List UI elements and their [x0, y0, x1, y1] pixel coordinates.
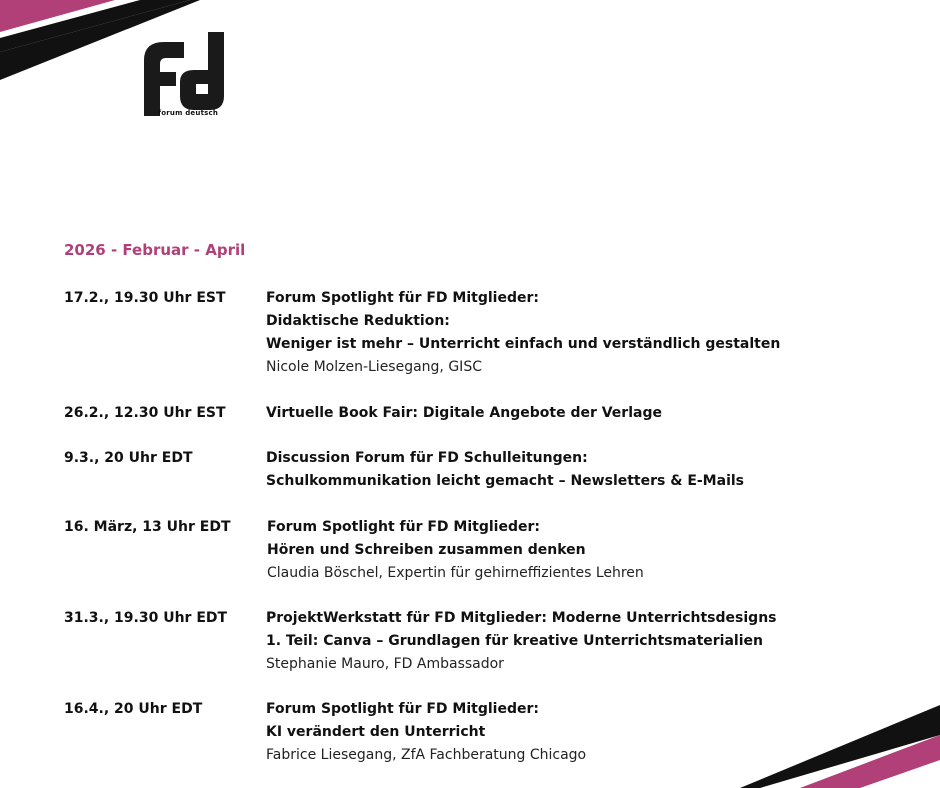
logo-text: forum deutsch — [158, 109, 219, 117]
event-title-line: Forum Spotlight für FD Mitglieder: — [267, 519, 540, 535]
event-title-line: Forum Spotlight für FD Mitglieder: — [266, 701, 539, 717]
event-details — [266, 402, 662, 425]
schedule-heading: 2026 - Februar - April — [64, 241, 246, 259]
event-details — [266, 447, 744, 493]
event-title-line: 1. Teil: Canva – Grundlagen für kreative Unterrichtsmaterialien — [266, 633, 763, 649]
event-speaker: Nicole Molzen-Liesegang, GISC — [266, 359, 482, 375]
event-details — [266, 287, 780, 379]
event-speaker: Claudia Böschel, Expertin für gehirneffizientes Lehren — [267, 565, 644, 581]
event-speaker: Stephanie Mauro, FD Ambassador — [266, 656, 504, 672]
event-title-line: Forum Spotlight für FD Mitglieder: — [266, 290, 539, 306]
event-details — [266, 607, 777, 676]
event-details — [267, 516, 644, 585]
event-date: 31.3., 19.30 Uhr EDT — [64, 610, 228, 626]
event-date: 16.4., 20 Uhr EDT — [64, 701, 203, 717]
event-title-line: Discussion Forum für FD Schulleitungen: — [266, 450, 588, 466]
event-date: 16. März, 13 Uhr EDT — [64, 519, 231, 535]
event-title-line: Hören und Schreiben zusammen denken — [267, 542, 586, 558]
event-title-line: Schulkommunikation leicht gemacht – Newsletters & E-Mails — [266, 473, 744, 489]
event-title-line: Weniger ist mehr – Unterricht einfach und verständlich gestalten — [266, 336, 781, 352]
event-date: 9.3., 20 Uhr EDT — [64, 450, 193, 466]
event-title-line: Didaktische Reduktion: — [266, 313, 450, 329]
event-title-line: KI verändert den Unterricht — [266, 724, 486, 740]
event-speaker: Fabrice Liesegang, ZfA Fachberatung Chicago — [266, 747, 587, 763]
event-date: 17.2., 19.30 Uhr EST — [64, 290, 226, 306]
event-title-line: Virtuelle Book Fair: Digitale Angebote der Verlage — [266, 405, 662, 421]
event-date: 26.2., 12.30 Uhr EST — [64, 405, 226, 421]
event-title-line: ProjektWerkstatt für FD Mitglieder: Moderne Unterrichtsdesigns — [266, 610, 777, 626]
event-details — [266, 698, 586, 767]
